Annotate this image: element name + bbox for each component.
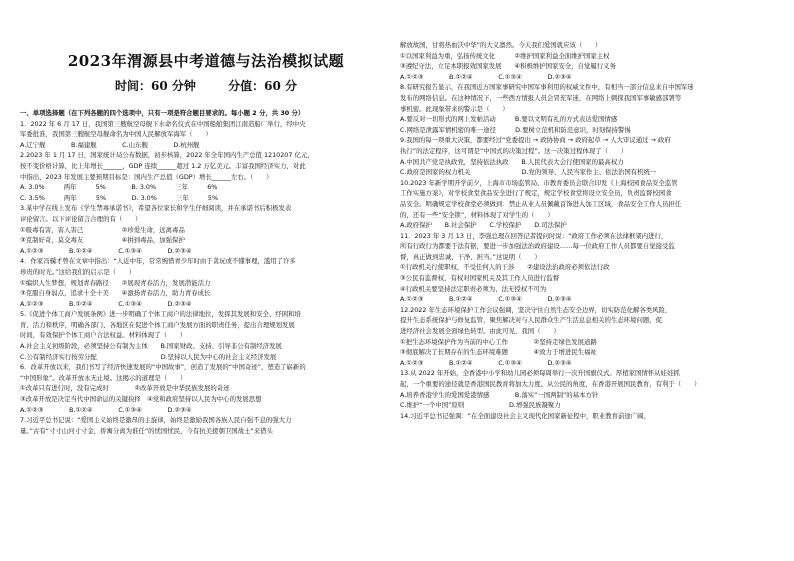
text-line: 起，一个重要的途径就是香港国民教育将加大力度。从公民的角度，在香港开展国民教育，有利于（ ） [400, 380, 701, 388]
text-line: C.网络是泄露军情机密的唯一途径 D.要树立范机和防范意识，时刻保持警惕 [400, 125, 631, 134]
text-line: A.①②③ B.①②④ C.①③④ D.②③④ [400, 295, 572, 304]
text-line: A.培养香港学生的爱国爱港情感 B.落实“一国两制”的基本方针 [400, 390, 599, 399]
text-line: 珍贵的时光。”这给我们的启示是（ ） [20, 267, 136, 276]
left-column [20, 0, 392, 561]
text-line: ③改革开放是决定当代中国命运的关键抉择 ④党和政府坚持以人民为中心的发展思想 [20, 395, 262, 404]
text-line: ③彻底解决了长期存在的生态环境难题 ④致力于增进民生福祉 [400, 348, 597, 357]
text-line: 2.2023 年 1 月 17 日，国家统计局公布数据，初步核算，2022 年全年国内生产总值 1210207 亿元， [20, 151, 314, 160]
text-line: ①行政机关行使职权，不受任何人的干涉 ②建设法治政府必须依法行政 [400, 263, 610, 272]
exam-score: 分值：60 分 [228, 79, 297, 93]
text-line: ①吸毒有害，害人害己 ②珍爱生命，远离毒品 [20, 225, 185, 234]
text-line: 品安全。明确规定学校食堂必须做到：禁止从业人员佩戴首饰进入加工区域，食品安全工作人员担任 [400, 199, 682, 208]
text-line: C.维护“一个中国”原则 D.增强民族凝聚力 [400, 401, 561, 410]
text-line: A.辽宁舰 B.福建舰 C.山东舰 D.杭州舰 [20, 140, 200, 149]
text-line: 3.某中学在线上发布《学生禁毒承诺书》，希望各位家长和学生仔细阅读，并在承诺书后积极发表 [20, 204, 292, 213]
text-line: ③公民有监督权，有权对国家机关及其工作人员进行监督 [400, 274, 560, 283]
text-line: 解放故国，甘将热血沃中华”的大义凛然。今天我们爱国就应该（ ） [400, 41, 602, 49]
text-line: A.①②③ B.①②④ C.①③④ D.②③④ [20, 299, 192, 308]
text-line: C. 3.5% 两年 5% D. 3.0% 三年 5% [20, 193, 219, 202]
text-line: ④行政机关要坚持法定职责必须为，法无授权不可为 [400, 284, 547, 293]
text-line: 13.从 2022 年开始，全香港中小学和幼儿园必须每周举行一次升国旗仪式。厚植家国情怀从娃娃抓 [400, 369, 680, 378]
text-line: 5.《促进个体工商户发展条例》进一步明确了个体工商户的法律地位，发挥其发展和安全、纾困和培 [20, 310, 301, 319]
text-line: A.①②③ B.①②④ C.①③④ D.②③④ [20, 246, 192, 255]
text-line: A.要反对一切形式的网上发帖活动 B.要以文明有礼的方式表达爱国情感 [400, 115, 618, 124]
text-line: 进经济社会发展全面绿色转型。由此可见，我国（ ） [400, 327, 560, 336]
text-line: 按不变价格计算，比上年增长______，GDP 连续______超过 1.2 万亿美元。丰富我国经济实力，对此 [20, 161, 306, 170]
right-question-text [400, 40, 780, 421]
exam-meta [20, 77, 392, 94]
section-heading: 一、单项选择题（在下列各题的四个选项中，只有一项是符合题目要求的。每小题 2 分，共 30 分） [20, 109, 305, 117]
text-line: 军委批准，我国第三艘航空母舰命名为中国人民解放军海军（ ） [20, 130, 212, 139]
left-question-text [20, 119, 392, 437]
text-line: A.社会主义初级阶段，必须坚持公有制为主体 B.国家财政、支持、引导非公有制经济发展 [20, 342, 282, 351]
text-line: A.①②③ B.①②④ C.①③④ D.②③④ [400, 72, 572, 81]
text-line: A.中国共产党是执政党，坚持依法执政 B.人民代表大会行使国家的最高权力 [400, 157, 624, 166]
text-line: “中国形象”。改革开放永无止境。这揭示的道理是（ ） [20, 373, 187, 382]
text-line: C.公有制经济实行按劳分配 D.坚持以人民为中心的社会主义经济发展 [20, 352, 277, 361]
text-line: 发布的网络信息。在这种情况下，一些西方情报人员会冒充军迷，在网络上刺探我国军事敏感部署等 [400, 93, 682, 102]
text-line: 督，真正做到忠诚、干净、担当。”这说明（ ） [400, 252, 541, 261]
text-line: 执行”的法定程序，这可谓是“中国式的决策过程”。这一决策过程体现了（ ） [400, 146, 628, 155]
text-line: ①把生态环境保护作为当前的中心工作 ②坚持走绿色发展道路 [400, 337, 597, 346]
right-column [400, 0, 780, 561]
exam-time: 时间：60 分钟 [115, 79, 196, 93]
text-line: 工作实施方案》，对学校食堂食品安全进行了规定，规定学校食堂将设立安全员，负责监督校园食 [400, 189, 672, 198]
text-line: 4．作家冯骥才曾在文章中指出：“人近中年，常常惋惜青少年时由于贪玩或不懂事理，滥用了许多 [20, 257, 296, 266]
text-line: 量。”古有“寸寸山河寸寸金，侨寓分离为谁任”的忧国忧民，今有抗美援朝卫国战士“来借头 [20, 426, 273, 435]
text-line: ③克制好奇，莫交毒友 ④拼到毒品，加强保护 [20, 236, 185, 245]
text-line: C.政府是国家的权力机关 D.党的领导、人民当家作主、依法治国有机统一 [400, 168, 657, 177]
text-line: 6．改革开放以来，我们书写了经济快速发展的“中国故事”，创造了发展的“中国奇迹”，塑造了崭新的 [20, 363, 306, 372]
text-line: 1．2022 年 6 月 17 日，我国第三艘航空母舰下水命名仪式在中国船舶集团江南造船厂举行，经中央 [20, 119, 306, 128]
text-line: ①以国家利益为重，弘扬传统文化 ②维护国家利益全面维护国家主权 [400, 51, 610, 60]
text-line: 事机密。此现象带来的警示是（ ） [400, 104, 509, 113]
text-line: A.①②③ B.①②④ C.①③④ D.②③④ [400, 358, 572, 367]
text-line: 育、活力和秩序，明确各部门、各地区在促进个体工商户发展方面的职责任务，提出合理规划发展 [20, 320, 295, 329]
text-line: 中指出，2023 年发展主要预期目标是：国内生产总值（GDP）增长______左右。（ ） [20, 172, 273, 181]
text-line: ③克服自身弱点，追求十全十美 ④激扬青春活力，助力青春成长 [20, 289, 211, 298]
text-line: 9.我国的每一项重大决策，都要经过“党委提出 → 政协协商 → 政府起草 → 人大审议通过 → 政府 [400, 136, 671, 145]
text-line: 时间，有效保护个体工商户合法权益。材料体现了（ ） [20, 331, 187, 340]
text-line: 所有行政行为都要于法有据，要进一步加强法治政府建设……每一位政府工作人员都要自觉接受监 [400, 242, 675, 251]
text-line: ①编织人生梦想，规划青春路径 ②展现青春活力，发展潜能活力 [20, 278, 211, 287]
text-line: 11．2023 年 3 月 13 日，李强总理在回答记者提问时说：“政府工作必须在法律框架内进行， [400, 231, 668, 240]
text-line: 14.习近平总书记强调：“在全面建设社会主义现代化国家新征程中，职业教育前途广阔、 [400, 411, 650, 420]
text-line: ①改革只有进行时，没有完成时 ②改革开放是中华民族发展的奇迹 [20, 384, 230, 393]
text-line: 提升生态系统保护与修复监管，聚焦解决对与人民群众生产生活息息相关的生态环境问题，促 [400, 316, 663, 325]
text-line: A.①②③ B.①②④ C.①③④ D.②③④ [20, 405, 192, 414]
text-line: 10.2023 年新学期开学前夕，上海市市场监管局、市教育委员会联合印发《上海校园食品安全监管 [400, 178, 678, 187]
text-line: 评论留言。以下评论留言合理的有（ ） [20, 214, 142, 223]
text-line: 的，还有一些“安全锁”，材料体现了对学生的（ ） [400, 210, 554, 219]
page-title: 2023年渭源县中考道德与法治模拟试题 [67, 52, 345, 70]
text-line: ③遵纪守法，立足本职报效国家发展 ④积极维护国家安全，自觉履行义务 [400, 62, 616, 71]
text-line: 7.习近平总书记说：“爱国主义始终是激昂的主旋律，始终是激励我国各族人民自强不息的强大力 [20, 416, 292, 425]
text-line: 8.有研究报告显示，在我国近万国家事研究中国军事利用的权威文件中，有相当一部分信息来自中国军迷 [400, 83, 694, 92]
text-line: 12.2022 年生态环境保护工作会议强调，坚决守住自然生态安全边界，切实防范化解各类风险， [400, 305, 672, 314]
text-line: A.政府保护 B.社会保护 C.学校保护 D.司法保护 [400, 221, 567, 230]
text-line: A. 3.0% 两年 5% B. 3.0% 三年 6% [20, 183, 218, 192]
